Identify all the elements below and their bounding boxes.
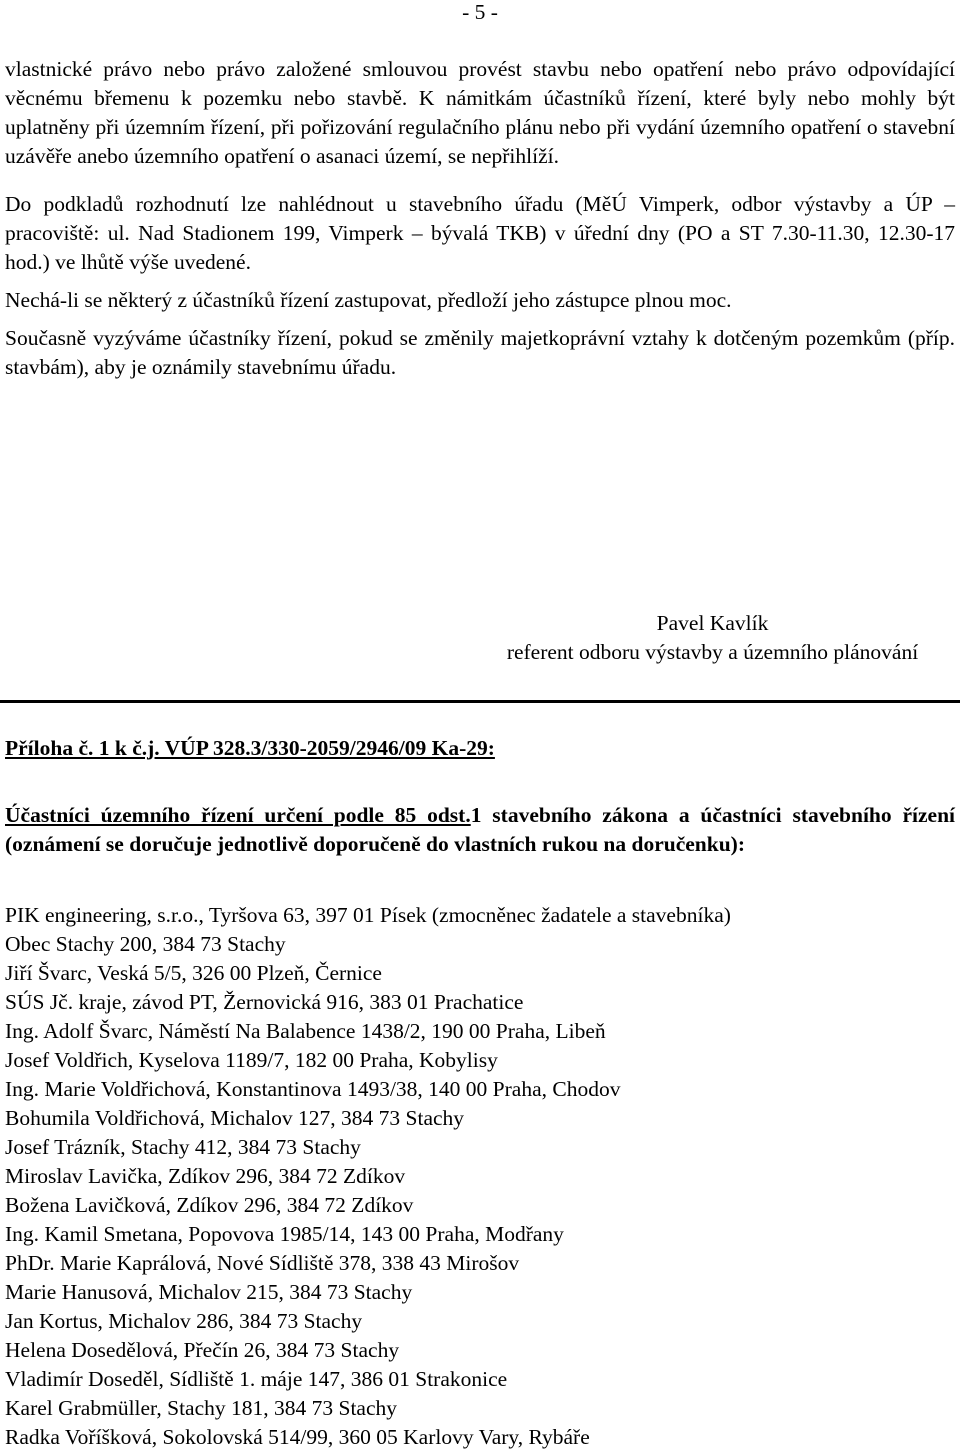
paragraph-ownership-changes: Současně vyzýváme účastníky řízení, pokud se změnily majetkoprávní vztahy k dotčeným pozemkům (příp. stavbám), aby je oznámily stavebnímu úřadu.	[5, 326, 955, 379]
signature-block	[470, 609, 955, 667]
participants-heading	[5, 801, 955, 859]
list-item: Ing. Adolf Švarc, Náměstí Na Balabence 1438/2, 190 00 Praha, Libeň	[5, 1019, 606, 1043]
list-item: Helena Dosedělová, Přečín 26, 384 73 Stachy	[5, 1338, 400, 1362]
signatory-title: referent odboru výstavby a územního plánování	[506, 640, 919, 664]
list-item: Marie Hanusová, Michalov 215, 384 73 Stachy	[5, 1280, 413, 1304]
participants-heading-rest: 1 stavebního zákona a účastníci stavebního řízení (oznámení se doručuje jednotlivě doporučeně do vlastních rukou na doručenku):	[5, 803, 955, 856]
list-item: Obec Stachy 200, 384 73 Stachy	[5, 932, 286, 956]
list-item: SÚS Jč. kraje, závod PT, Žernovická 916, 383 01 Prachatice	[5, 990, 524, 1014]
paragraph-representation: Nechá-li se některý z účastníků řízení zastupovat, předloží jeho zástupce plnou moc.	[5, 288, 732, 312]
list-item: PIK engineering, s.r.o., Tyršova 63, 397 01 Písek (zmocněnec žadatele a stavebníka)	[5, 903, 731, 927]
paragraph-documents-access: Do podkladů rozhodnutí lze nahlédnout u stavebního úřadu (MěÚ Vimperk, odbor výstavby a ÚP – pracoviště: ul. Nad Stadionem 199, Vimperk – bývalá TKB) v úřední dny (PO a ST 7.30-11.30, 12.30-17 hod.) ve lhůtě výše uvedené.	[5, 192, 955, 274]
participants-heading-underlined: Účastníci územního řízení určení podle 85 odst.	[5, 803, 471, 827]
list-item: Jiří Švarc, Veská 5/5, 326 00 Plzeň, Černice	[5, 961, 382, 985]
participants-list	[5, 901, 955, 1452]
paragraph-objections: vlastnické právo nebo právo založené smlouvou provést stavbu nebo opatření nebo právo odpovídající věcnému břemenu k pozemku nebo stavbě. K námitkám účastníků řízení, které byly nebo mohly být uplatněny při územním řízení, při pořizování regulačního plánu nebo při vydání územního opatření o stavební uzávěře anebo územního opatření o asanaci území, se nepřihlíží.	[5, 57, 955, 168]
horizontal-divider	[0, 700, 960, 703]
list-item: Bohumila Voldřichová, Michalov 127, 384 73 Stachy	[5, 1106, 465, 1130]
list-item: Božena Lavičková, Zdíkov 296, 384 72 Zdíkov	[5, 1193, 414, 1217]
body-text	[5, 55, 955, 382]
list-item: Miroslav Lavička, Zdíkov 296, 384 72 Zdíkov	[5, 1164, 406, 1188]
list-item: Vladimír Doseděl, Sídliště 1. máje 147, 386 01 Strakonice	[5, 1367, 508, 1391]
list-item: Josef Voldřich, Kyselova 1189/7, 182 00 Praha, Kobylisy	[5, 1048, 498, 1072]
list-item: PhDr. Marie Kaprálová, Nové Sídliště 378, 338 43 Mirošov	[5, 1251, 520, 1275]
signatory-name: Pavel Kavlík	[656, 611, 769, 635]
list-item: Ing. Kamil Smetana, Popovova 1985/14, 143 00 Praha, Modřany	[5, 1222, 564, 1246]
list-item: Ing. Marie Voldřichová, Konstantinova 1493/38, 140 00 Praha, Chodov	[5, 1077, 621, 1101]
list-item: Karel Grabmüller, Stachy 181, 384 73 Stachy	[5, 1396, 398, 1420]
list-item: Josef Trázník, Stachy 412, 384 73 Stachy	[5, 1135, 361, 1159]
list-item: Jan Kortus, Michalov 286, 384 73 Stachy	[5, 1309, 363, 1333]
list-item: Radka Voříšková, Sokolovská 514/99, 360 05 Karlovy Vary, Rybáře	[5, 1425, 590, 1449]
page-number: - 5 -	[462, 0, 498, 24]
attachment-title: Příloha č. 1 k č.j. VÚP 328.3/330-2059/2946/09 Ka-29:	[5, 736, 495, 760]
